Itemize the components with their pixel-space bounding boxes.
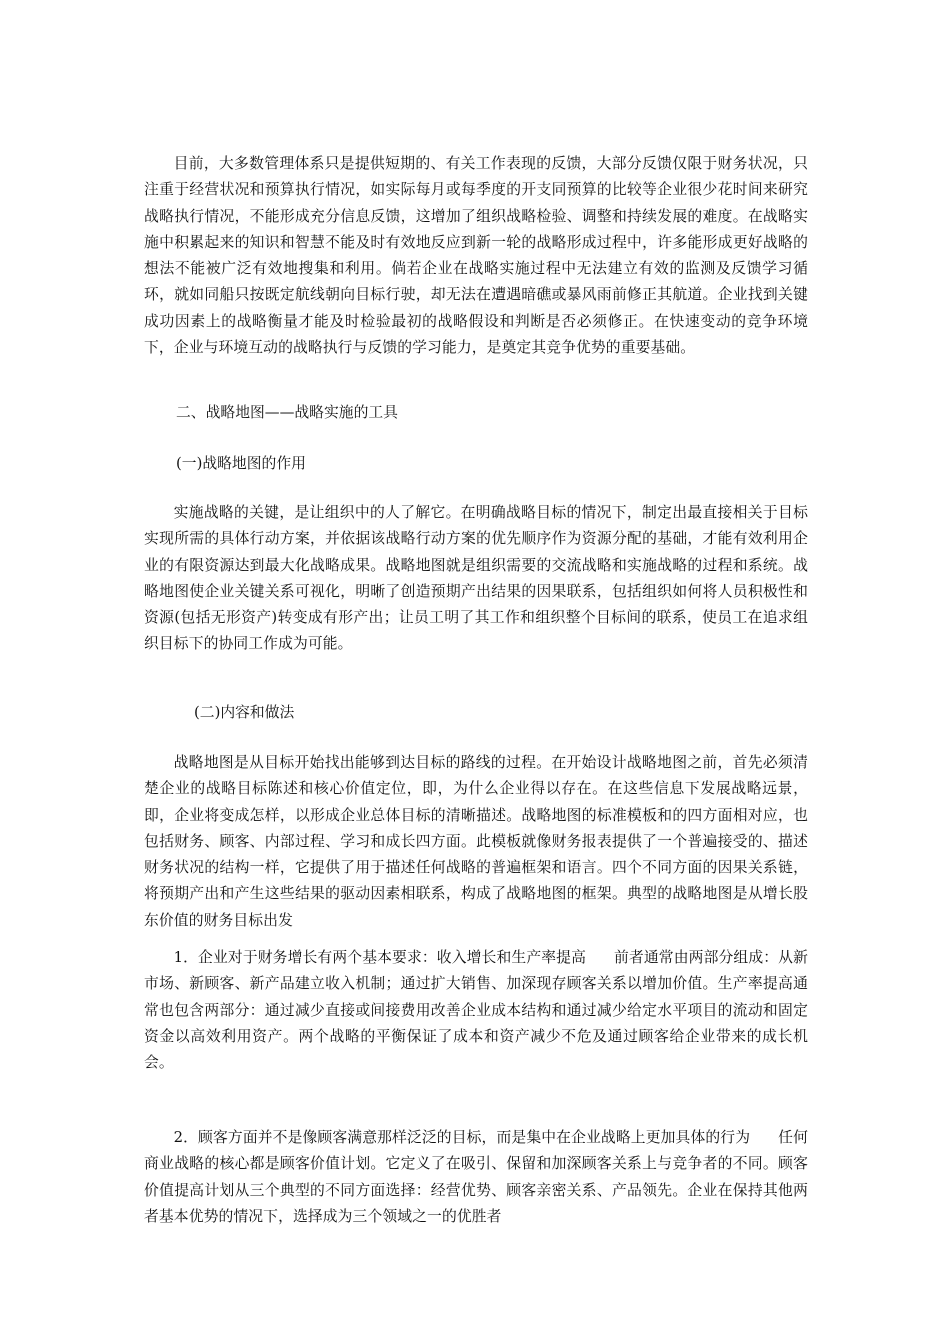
paragraph-management-feedback: 目前，大多数管理体系只是提供短期的、有关工作表现的反馈，大部分反馈仅限于财务状况，只注重于经营状况和预算执行情况，如实际每月或每季度的开支同预算的比较等企业很少花时间来研究战略执行情况，不能形成充分信息反馈，这增加了组织战略检验、调整和持续发展的难度。在战略实施中积累起来的知识和智慧不能及时有效地反应到新一轮的战略形成过程中，许多能形成更好战略的想法不能被广泛有效地搜集和利用。倘若企业在战略实施过程中无法建立有效的监测及反馈学习循环，就如同船只按既定航线朝向目标行驶，却无法在遭遇暗礁或暴风雨前修正其航道。企业找到关键成功因素上的战略衡量才能及时检验最初的战略假设和判断是否必须修正。在快速变动的竞争环境下，企业与环境互动的战略执行与反馈的学习能力，是奠定其竞争优势的重要基础。 — [144, 155, 808, 357]
subsection-heading-role: (一)战略地图的作用 — [176, 455, 306, 472]
paragraph-financial-growth — [144, 945, 808, 1076]
customer-aspect-body: 任何商业战略的核心都是顾客价值计划。它定义了在吸引、保留和加深顾客关系上与竞争者的不同。顾客价值提高计划从三个典型的不同方面选择：经营优势、顾客亲密关系、产品领先。企业在保持其他两者基本优势的情况下，选择成为三个领域之一的优胜者 — [144, 1129, 808, 1225]
paragraph-customer-aspect — [144, 1125, 808, 1230]
section-heading-strategy-map: 二、战略地图——战略实施的工具 — [176, 404, 398, 421]
subsection-heading-content: (二)内容和做法 — [194, 704, 295, 721]
paragraph-strategy-map-content: 战略地图是从目标开始找出能够到达目标的路线的过程。在开始设计战略地图之前，首先必须清楚企业的战略目标陈述和核心价值定位，即，为什么企业得以存在。在这些信息下发展战略远景，即，企业将变成怎样，以形成企业总体目标的清晰描述。战略地图的标准模板和的四方面相对应，也包括财务、顾客、内部过程、学习和成长四方面。此模板就像财务报表提供了一个普遍接受的、描述财务状况的结构一样，它提供了用于描述任何战略的普遍框架和语言。四个不同方面的因果关系链，将预期产出和产生这些结果的驱动因素相联系，构成了战略地图的框架。典型的战略地图是从增长股东价值的财务目标出发 — [144, 754, 808, 929]
customer-aspect-lead: 2．顾客方面并不是像顾客满意那样泛泛的目标，而是集中在企业战略上更加具体的行为 — [173, 1129, 751, 1146]
financial-growth-body: 前者通常由两部分组成：从新市场、新顾客、新产品建立收入机制；通过扩大销售、加深现存顾客关系以增加价值。生产率提高通常也包含两部分：通过减少直接或间接费用改善企业成本结构和通过减少给定水平项目的流动和固定资金以高效利用资产。两个战略的平衡保证了成本和资产减少不危及通过顾客给企业带来的成长机会。 — [144, 949, 808, 1072]
paragraph-strategy-map-role: 实施战略的关键，是让组织中的人了解它。在明确战略目标的情况下，制定出最直接相关于目标实现所需的具体行动方案，并依据该战略行动方案的优先顺序作为资源分配的基础，才能有效利用企业的有限资源达到最大化战略成果。战略地图就是组织需要的交流战略和实施战略的过程和系统。战略地图使企业关键关系可视化，明晰了创造预期产出结果的因果联系，包括组织如何将人员积极性和资源(包括无形资产)转变成有形产出；让员工明了其工作和组织整个目标间的联系，使员工在追求组织目标下的协同工作成为可能。 — [144, 504, 808, 653]
financial-growth-lead: 1．企业对于财务增长有两个基本要求：收入增长和生产率提高 — [173, 949, 587, 966]
